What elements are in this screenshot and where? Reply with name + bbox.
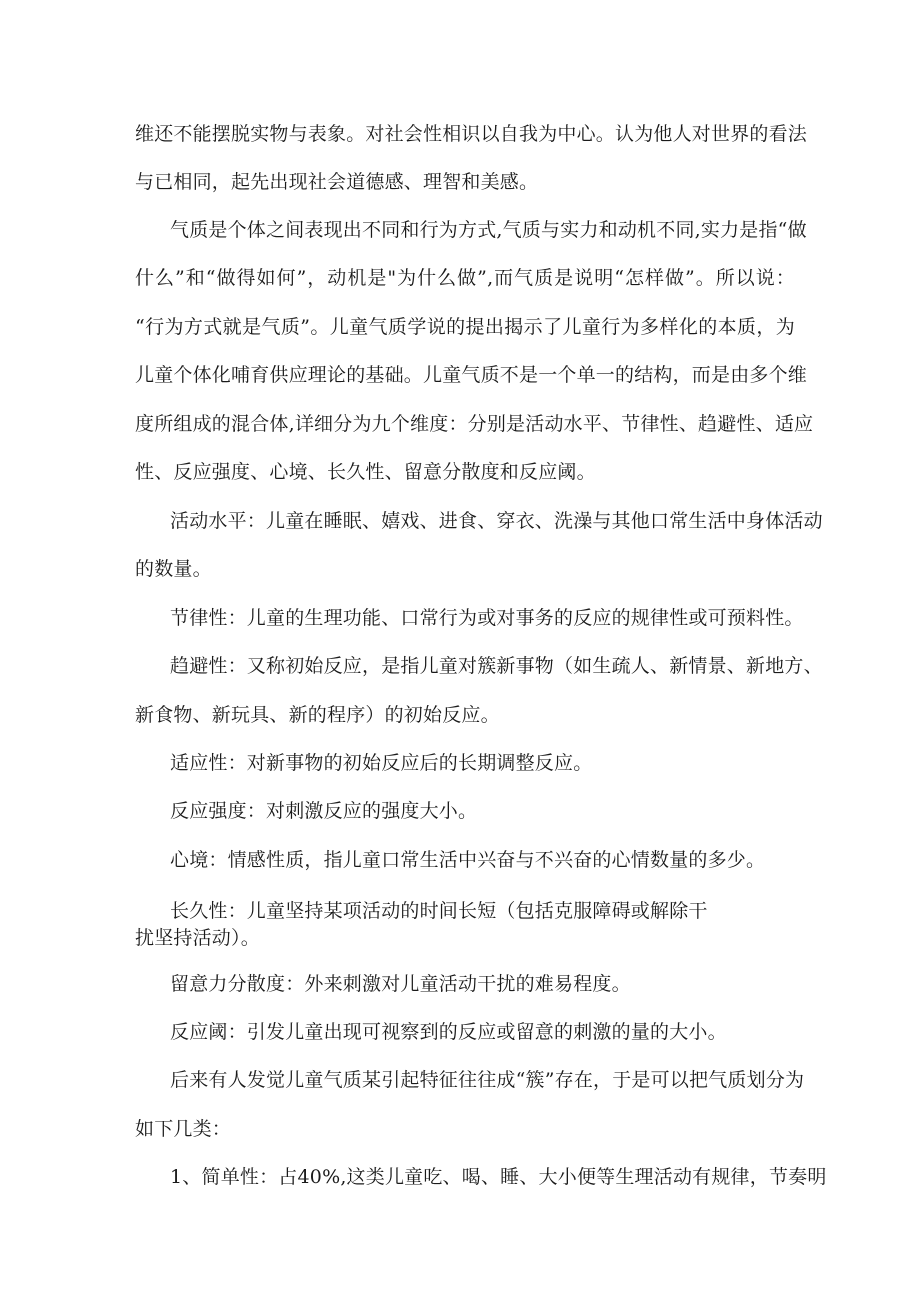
text-line: “行为方式就是气质”。儿童气质学说的提出揭示了儿童行为多样化的本质，为 bbox=[135, 316, 795, 338]
text-line: 与已相同，起先出现社会道德感、理智和美感。 bbox=[135, 171, 539, 193]
paragraph-start: 心境：情感性质，指儿童口常生活中兴奋与不兴奋的心情数量的多少。 bbox=[170, 849, 766, 871]
paragraph-start: 活动水平：儿童在睡眠、嬉戏、进食、穿衣、洗澡与其他口常生活中身体活动 bbox=[170, 510, 823, 532]
text-line: 扰坚持活动）。 bbox=[135, 927, 260, 949]
text-line: 儿童个体化哺育供应理论的基础。儿童气质不是一个单一的结构，而是由多个维 bbox=[135, 364, 808, 386]
text-line: 什么”和“做得如何”，动机是"为什么做”,而气质是说明“怎样做”。所以说： bbox=[135, 267, 795, 289]
paragraph-start: 长久性：儿童坚持某项活动的时间长短（包括克服障碍或解除干 bbox=[170, 900, 708, 922]
paragraph-start: 气质是个体之间表现出不同和行为方式,气质与实力和动机不同,实力是指“做 bbox=[170, 219, 807, 241]
text-line: 的数量。 bbox=[135, 558, 212, 580]
paragraph-start: 适应性：对新事物的初始反应后的长期调整反应。 bbox=[170, 752, 593, 774]
paragraph-start: 留意力分散度：外来刺激对儿童活动干扰的难易程度。 bbox=[170, 973, 631, 995]
text-line: 如下几类： bbox=[135, 1118, 232, 1140]
text-line: 度所组成的混合体,详细分为九个维度：分别是活动水平、节律性、趋避性、适应 bbox=[135, 413, 814, 435]
paragraph-start: 后来有人发觉儿童气质某引起特征往往成“簇”存在，于是可以把气质划分为 bbox=[170, 1069, 805, 1091]
paragraph-start: 反应阈：引发儿童出现可视察到的反应或留意的刺激的量的大小。 bbox=[170, 1021, 727, 1043]
text-line: 维还不能摆脱实物与表象。对社会性相识以自我为中心。认为他人对世界的看法 bbox=[135, 123, 808, 145]
text-line: 性、反应强度、心境、长久性、留意分散度和反应阈。 bbox=[135, 461, 596, 483]
paragraph-start: 趋避性：又称初始反应，是指儿童对簇新事物（如生疏人、新情景、新地方、 bbox=[170, 655, 823, 677]
paragraph-start: 1、简单性：占40%,这类儿童吃、喝、睡、大小便等生理活动有规律，节奏明 bbox=[170, 1166, 827, 1188]
paragraph-start: 反应强度：对刺激反应的强度大小。 bbox=[170, 800, 478, 822]
text-line: 新食物、新玩具、新的程序）的初始反应。 bbox=[135, 704, 500, 726]
paragraph-start: 节律性：儿童的生理功能、口常行为或对事务的反应的规律性或可预料性。 bbox=[170, 607, 804, 629]
